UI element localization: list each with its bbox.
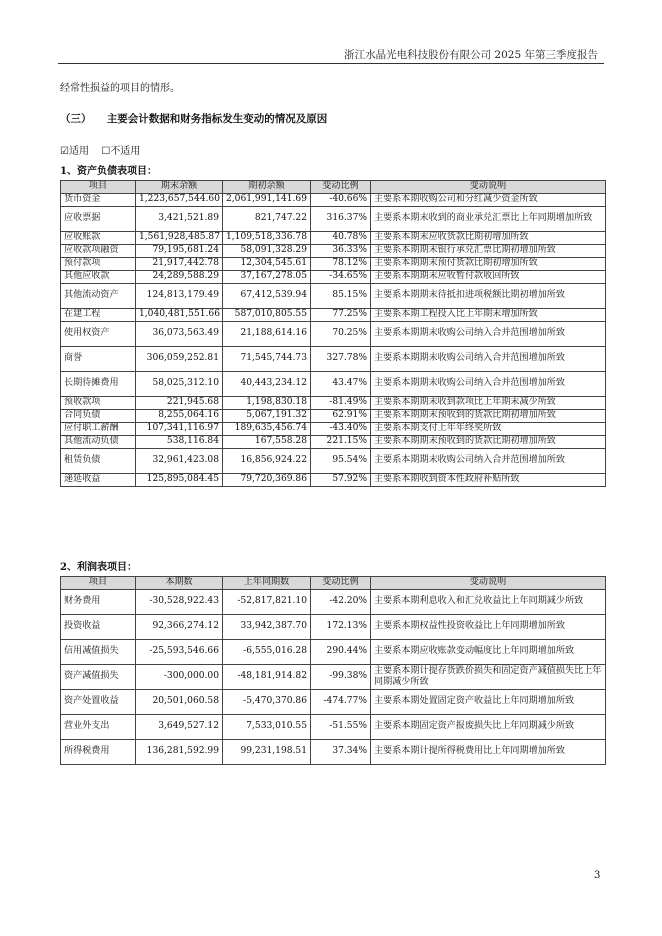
- table-row: [61, 245, 606, 258]
- row-value-current: 1,223,657,544.60: [136, 194, 223, 207]
- table-row: [61, 271, 606, 284]
- applicability-options: [60, 142, 140, 157]
- column-header-current-period: 本期数: [136, 577, 223, 590]
- table-row: [61, 194, 606, 207]
- row-item-name: 其他流动负债: [61, 436, 136, 449]
- row-value-prior: 2,061,991,141.69: [223, 194, 311, 207]
- row-value-current: 36,073,563.49: [136, 322, 223, 347]
- row-change-ratio: 43.47%: [311, 372, 371, 397]
- column-header-item: 项目: [61, 577, 136, 590]
- row-value-current: 3,421,521.89: [136, 207, 223, 232]
- table-row: [61, 436, 606, 449]
- column-header-change-ratio: 变动比例: [311, 577, 371, 590]
- row-value-prior: -6,555,016.28: [223, 640, 311, 665]
- row-value-prior: 33,942,387.70: [223, 615, 311, 640]
- row-item-name: 应付职工薪酬: [61, 423, 136, 436]
- row-value-current: -25,593,546.66: [136, 640, 223, 665]
- row-change-ratio: -99.38%: [311, 665, 371, 690]
- row-change-ratio: -81.49%: [311, 397, 371, 410]
- column-header-prior-period: 上年同期数: [223, 577, 311, 590]
- row-item-name: 租赁负债: [61, 449, 136, 474]
- row-change-reason: 主要系本期期末预收到的货款比期初增加所致: [371, 436, 606, 449]
- checked-box-icon: ☑: [60, 146, 69, 157]
- row-value-current: 32,961,423.08: [136, 449, 223, 474]
- row-value-prior: -48,181,914.82: [223, 665, 311, 690]
- row-item-name: 所得税费用: [61, 740, 136, 765]
- row-item-name: 应收票据: [61, 207, 136, 232]
- row-change-ratio: 290.44%: [311, 640, 371, 665]
- row-change-reason: 主要系本期期末预收到的货款比期初增加所致: [371, 410, 606, 423]
- report-header-title: 浙江水晶光电科技股份有限公司 2025 年第三季度报告: [344, 49, 598, 61]
- row-change-reason: 主要系本期收购公司和分红减少资金所致: [371, 194, 606, 207]
- row-change-ratio: 70.25%: [311, 322, 371, 347]
- row-value-current: 136,281,592.99: [136, 740, 223, 765]
- column-header-change-reason: 变动说明: [371, 577, 606, 590]
- row-item-name: 其他流动资产: [61, 284, 136, 309]
- row-value-prior: 5,067,191.32: [223, 410, 311, 423]
- row-change-ratio: 221.15%: [311, 436, 371, 449]
- row-value-current: -300,000.00: [136, 665, 223, 690]
- table-row: [61, 322, 606, 347]
- row-value-current: -30,528,922.43: [136, 590, 223, 615]
- row-value-current: 24,289,588.29: [136, 271, 223, 284]
- table-row: [61, 309, 606, 322]
- row-item-name: 应收款项融资: [61, 245, 136, 258]
- row-change-ratio: -43.40%: [311, 423, 371, 436]
- row-value-current: 79,195,681.24: [136, 245, 223, 258]
- row-change-ratio: 57.92%: [311, 474, 371, 487]
- column-header-begin-balance: 期初余额: [223, 181, 311, 194]
- intro-text: 经常性损益的项目的情形。: [60, 83, 180, 94]
- column-header-end-balance: 期末余额: [136, 181, 223, 194]
- applicable-label: 适用: [68, 146, 89, 157]
- row-item-name: 预付款项: [61, 258, 136, 271]
- column-header-change-reason: 变动说明: [371, 181, 606, 194]
- row-change-reason: 主要系本期末收到的商业承兑汇票比上年同期增加所致: [371, 207, 606, 232]
- row-change-reason: 主要系本期收到资本性政府补贴所致: [371, 474, 606, 487]
- row-value-prior: 58,091,328.29: [223, 245, 311, 258]
- row-change-reason: 主要系本期期末收购公司纳入合并范围增加所致: [371, 322, 606, 347]
- row-change-reason: 主要系本期期末收购公司纳入合并范围增加所致: [371, 372, 606, 397]
- row-value-prior: 99,231,198.51: [223, 740, 311, 765]
- row-change-ratio: 327.78%: [311, 347, 371, 372]
- row-change-reason: 主要系本期应收账款变动幅度比上年同期增加所致: [371, 640, 606, 665]
- table-row: [61, 207, 606, 232]
- table-row: [61, 372, 606, 397]
- row-item-name: 递延收益: [61, 474, 136, 487]
- row-value-prior: 21,188,614.16: [223, 322, 311, 347]
- row-value-prior: 167,558.28: [223, 436, 311, 449]
- row-item-name: 长期待摊费用: [61, 372, 136, 397]
- row-value-current: 20,501,060.58: [136, 690, 223, 715]
- column-header-change-ratio: 变动比例: [311, 181, 371, 194]
- row-change-ratio: 316.37%: [311, 207, 371, 232]
- row-change-ratio: 78.12%: [311, 258, 371, 271]
- table-row: [61, 690, 606, 715]
- row-change-ratio: 77.25%: [311, 309, 371, 322]
- row-value-current: 1,561,928,485.87: [136, 232, 223, 245]
- section-number: （三）: [60, 113, 92, 125]
- row-item-name: 商誉: [61, 347, 136, 372]
- balance-sheet-heading: 1、资产负债表项目：: [60, 166, 157, 177]
- table-row: [61, 715, 606, 740]
- row-value-current: 3,649,527.12: [136, 715, 223, 740]
- row-value-prior: 1,198,830.18: [223, 397, 311, 410]
- row-change-ratio: 85.15%: [311, 284, 371, 309]
- row-value-current: 124,813,179.49: [136, 284, 223, 309]
- row-change-reason: 主要系本期计提存货跌价损失和固定资产减值损失比上年同期减少所致: [371, 665, 606, 690]
- table-row: [61, 410, 606, 423]
- income-statement-heading: 2、利润表项目：: [60, 562, 137, 573]
- row-change-reason: 主要系本期计提所得税费用比上年同期增加所致: [371, 740, 606, 765]
- row-value-current: 8,255,064.16: [136, 410, 223, 423]
- row-value-prior: 12,304,545.61: [223, 258, 311, 271]
- row-change-ratio: 36.33%: [311, 245, 371, 258]
- row-value-current: 221,945.68: [136, 397, 223, 410]
- table-row: [61, 284, 606, 309]
- row-value-current: 125,895,084.45: [136, 474, 223, 487]
- row-item-name: 资产减值损失: [61, 665, 136, 690]
- table-row: [61, 423, 606, 436]
- section-heading: [60, 111, 327, 126]
- row-value-current: 58,025,312.10: [136, 372, 223, 397]
- unchecked-box-icon: ☐: [101, 146, 111, 157]
- row-change-ratio: 172.13%: [311, 615, 371, 640]
- row-change-ratio: -40.66%: [311, 194, 371, 207]
- row-change-reason: 主要系本期期末应收暂付款收回所致: [371, 271, 606, 284]
- row-change-ratio: 37.34%: [311, 740, 371, 765]
- row-item-name: 营业外支出: [61, 715, 136, 740]
- row-value-current: 21,917,442.78: [136, 258, 223, 271]
- row-item-name: 在建工程: [61, 309, 136, 322]
- row-change-reason: 主要系本期支付上年年终奖所致: [371, 423, 606, 436]
- section-title: 主要会计数据和财务指标发生变动的情况及原因: [106, 113, 328, 125]
- row-value-prior: 37,167,278.05: [223, 271, 311, 284]
- row-value-prior: 16,856,924.22: [223, 449, 311, 474]
- row-change-ratio: -51.55%: [311, 715, 371, 740]
- row-change-reason: 主要系本期期末银行承兑汇票比期初增加所致: [371, 245, 606, 258]
- row-change-reason: 主要系本期固定资产报废损失比上年同期减少所致: [371, 715, 606, 740]
- table-row: [61, 258, 606, 271]
- row-item-name: 资产处置收益: [61, 690, 136, 715]
- row-change-reason: 主要系本期期末待抵扣进项税额比期初增加所致: [371, 284, 606, 309]
- row-value-prior: 40,443,234.12: [223, 372, 311, 397]
- row-value-prior: 71,545,744.73: [223, 347, 311, 372]
- row-item-name: 货币资金: [61, 194, 136, 207]
- row-item-name: 投资收益: [61, 615, 136, 640]
- row-value-prior: 189,635,456.74: [223, 423, 311, 436]
- row-value-current: 538,116.84: [136, 436, 223, 449]
- row-change-ratio: -474.77%: [311, 690, 371, 715]
- row-value-prior: 587,010,805.55: [223, 309, 311, 322]
- column-header-item: 项目: [61, 181, 136, 194]
- row-item-name: 其他应收款: [61, 271, 136, 284]
- table-row: [61, 590, 606, 615]
- table-row: [61, 347, 606, 372]
- row-item-name: 合同负债: [61, 410, 136, 423]
- row-item-name: 财务费用: [61, 590, 136, 615]
- row-change-ratio: 95.54%: [311, 449, 371, 474]
- row-value-current: 92,366,274.12: [136, 615, 223, 640]
- row-item-name: 使用权资产: [61, 322, 136, 347]
- table-row: [61, 474, 606, 487]
- row-change-reason: 主要系本期期末预付货款比期初增加所致: [371, 258, 606, 271]
- row-value-prior: 67,412,539.94: [223, 284, 311, 309]
- table-row: [61, 397, 606, 410]
- row-change-reason: 主要系本期期末收到款项比上年期末减少所致: [371, 397, 606, 410]
- table-row: [61, 740, 606, 765]
- row-change-ratio: 40.78%: [311, 232, 371, 245]
- row-value-current: 306,059,252.81: [136, 347, 223, 372]
- table-row: [61, 449, 606, 474]
- row-value-prior: 1,109,518,336.78: [223, 232, 311, 245]
- row-value-prior: 7,533,010.55: [223, 715, 311, 740]
- row-change-ratio: 62.91%: [311, 410, 371, 423]
- table-row: [61, 615, 606, 640]
- table-row: [61, 232, 606, 245]
- row-change-reason: 主要系本期处置固定资产收益比上年同期增加所致: [371, 690, 606, 715]
- row-change-reason: 主要系本期工程投入比上年期末增加所致: [371, 309, 606, 322]
- table-row: [61, 640, 606, 665]
- row-change-reason: 主要系本期末应收货款比期初增加所致: [371, 232, 606, 245]
- table-row: [61, 665, 606, 690]
- row-value-current: 107,341,116.97: [136, 423, 223, 436]
- header-divider: [58, 63, 604, 64]
- row-item-name: 信用减值损失: [61, 640, 136, 665]
- row-change-ratio: -42.20%: [311, 590, 371, 615]
- not-applicable-label: 不适用: [110, 146, 141, 157]
- row-value-prior: -52,817,821.10: [223, 590, 311, 615]
- row-item-name: 预收款项: [61, 397, 136, 410]
- row-change-reason: 主要系本期权益性投资收益比上年同期增加所致: [371, 615, 606, 640]
- row-value-prior: 79,720,369.86: [223, 474, 311, 487]
- row-value-prior: -5,470,370.86: [223, 690, 311, 715]
- income-statement-table: [60, 576, 606, 765]
- page-number: 3: [594, 870, 601, 881]
- row-item-name: 应收账款: [61, 232, 136, 245]
- row-change-ratio: -34.65%: [311, 271, 371, 284]
- row-value-prior: 821,747.22: [223, 207, 311, 232]
- row-change-reason: 主要系本期利息收入和汇兑收益比上年同期减少所致: [371, 590, 606, 615]
- row-change-reason: 主要系本期期末收购公司纳入合并范围增加所致: [371, 449, 606, 474]
- row-value-current: 1,040,481,551.66: [136, 309, 223, 322]
- balance-sheet-table: [60, 180, 606, 487]
- row-change-reason: 主要系本期期末收购公司纳入合并范围增加所致: [371, 347, 606, 372]
